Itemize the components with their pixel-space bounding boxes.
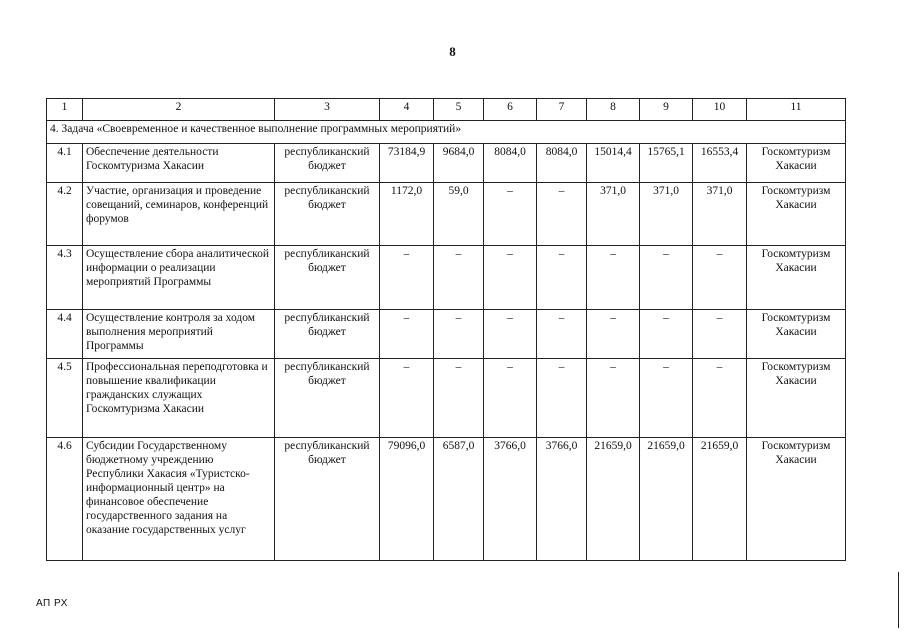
- value-cell: –: [434, 246, 484, 310]
- value-cell: –: [537, 310, 587, 359]
- executor: Госкомтуризм Хакасии: [747, 359, 846, 438]
- value-cell: –: [537, 183, 587, 246]
- row-number: 4.2: [47, 183, 83, 246]
- header-cell: 1: [47, 99, 83, 121]
- activity-name: Участие, организация и проведение совещаний, семинаров, конференций форумов: [83, 183, 275, 246]
- table-row: [47, 359, 846, 438]
- header-cell: 7: [537, 99, 587, 121]
- value-cell: 3766,0: [537, 438, 587, 561]
- value-cell: –: [587, 246, 640, 310]
- value-cell: 8084,0: [537, 144, 587, 183]
- funding-source: республиканский бюджет: [275, 183, 380, 246]
- header-cell: 9: [640, 99, 693, 121]
- executor: Госкомтуризм Хакасии: [747, 246, 846, 310]
- value-cell: 73184,9: [380, 144, 434, 183]
- activity-name: Осуществление сбора аналитической информации о реализации мероприятий Программы: [83, 246, 275, 310]
- header-row: [47, 99, 846, 121]
- header-cell: 2: [83, 99, 275, 121]
- value-cell: 21659,0: [587, 438, 640, 561]
- activity-name: Профессиональная переподготовка и повышение квалификации гражданских служащих Госкомтуризма Хакасии: [83, 359, 275, 438]
- executor: Госкомтуризм Хакасии: [747, 438, 846, 561]
- value-cell: –: [537, 359, 587, 438]
- value-cell: –: [380, 310, 434, 359]
- row-number: 4.5: [47, 359, 83, 438]
- funding-source: республиканский бюджет: [275, 310, 380, 359]
- activity-name: Обеспечение деятельности Госкомтуризма Хакасии: [83, 144, 275, 183]
- value-cell: 3766,0: [484, 438, 537, 561]
- value-cell: 16553,4: [693, 144, 747, 183]
- row-number: 4.1: [47, 144, 83, 183]
- page-number: 8: [449, 44, 456, 59]
- value-cell: 371,0: [640, 183, 693, 246]
- task-title: 4. Задача «Своевременное и качественное выполнение программных мероприятий»: [47, 121, 846, 144]
- value-cell: –: [587, 359, 640, 438]
- value-cell: –: [434, 310, 484, 359]
- value-cell: 59,0: [434, 183, 484, 246]
- table-row: [47, 246, 846, 310]
- funding-source: республиканский бюджет: [275, 359, 380, 438]
- value-cell: –: [537, 246, 587, 310]
- header-cell: 11: [747, 99, 846, 121]
- executor: Госкомтуризм Хакасии: [747, 310, 846, 359]
- table-row: [47, 310, 846, 359]
- header-cell: 4: [380, 99, 434, 121]
- row-number: 4.3: [47, 246, 83, 310]
- footer-stamp: АП РХ: [36, 598, 68, 609]
- value-cell: –: [693, 246, 747, 310]
- activity-name: Субсидии Государственному бюджетному учреждению Республики Хакасия «Туристско-информационный центр» на финансовое обеспечение государственного задания на оказание государственных услуг: [83, 438, 275, 561]
- value-cell: –: [640, 359, 693, 438]
- executor: Госкомтуризм Хакасии: [747, 144, 846, 183]
- value-cell: –: [640, 310, 693, 359]
- header-cell: 8: [587, 99, 640, 121]
- task-row: [47, 121, 846, 144]
- activity-name: Осуществление контроля за ходом выполнения мероприятий Программы: [83, 310, 275, 359]
- program-table: [46, 98, 846, 561]
- value-cell: –: [380, 246, 434, 310]
- value-cell: –: [640, 246, 693, 310]
- value-cell: 21659,0: [640, 438, 693, 561]
- header-cell: 10: [693, 99, 747, 121]
- row-number: 4.4: [47, 310, 83, 359]
- value-cell: 8084,0: [484, 144, 537, 183]
- value-cell: 371,0: [693, 183, 747, 246]
- value-cell: –: [484, 310, 537, 359]
- row-number: 4.6: [47, 438, 83, 561]
- value-cell: –: [587, 310, 640, 359]
- header-cell: 5: [434, 99, 484, 121]
- value-cell: 15014,4: [587, 144, 640, 183]
- value-cell: –: [693, 310, 747, 359]
- header-cell: 3: [275, 99, 380, 121]
- value-cell: 6587,0: [434, 438, 484, 561]
- funding-source: республиканский бюджет: [275, 438, 380, 561]
- value-cell: –: [693, 359, 747, 438]
- value-cell: –: [484, 359, 537, 438]
- table-row: [47, 438, 846, 561]
- value-cell: –: [484, 246, 537, 310]
- margin-line: [898, 572, 899, 628]
- value-cell: 21659,0: [693, 438, 747, 561]
- value-cell: –: [434, 359, 484, 438]
- value-cell: 1172,0: [380, 183, 434, 246]
- header-cell: 6: [484, 99, 537, 121]
- value-cell: 79096,0: [380, 438, 434, 561]
- executor: Госкомтуризм Хакасии: [747, 183, 846, 246]
- value-cell: 9684,0: [434, 144, 484, 183]
- value-cell: –: [484, 183, 537, 246]
- funding-source: республиканский бюджет: [275, 144, 380, 183]
- value-cell: 15765,1: [640, 144, 693, 183]
- table-row: [47, 144, 846, 183]
- value-cell: –: [380, 359, 434, 438]
- funding-source: республиканский бюджет: [275, 246, 380, 310]
- value-cell: 371,0: [587, 183, 640, 246]
- table-row: [47, 183, 846, 246]
